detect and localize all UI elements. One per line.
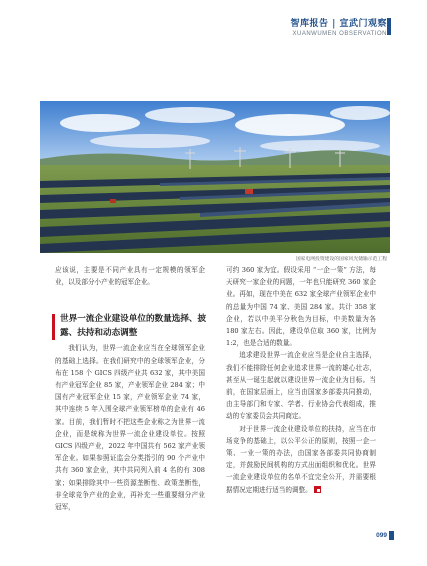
journal-subtitle: XUANWUMEN OBSERVATION xyxy=(292,31,387,37)
page-number-bar xyxy=(389,531,394,540)
photo-caption: 国家电网投资建设的国家风光储输示范工程 xyxy=(295,257,387,262)
right-paragraph-3 xyxy=(226,423,376,496)
right-paragraph-2: 追求建设世界一流企业应当是企业自主选择，我们不能排除任何企业追求世界一流的雄心壮志，甚至从一诞生起就以建设世界一流企业为目标。当前，在国家层面上，应当由国家多部委共同推动，由主导部门和专家、学者、行业协会代表组成，推动的专家委员会共同商定。 xyxy=(226,351,376,421)
section-heading-text: 世界一流企业建设单位的数量选择、披露、扶持和动态调整 xyxy=(60,314,207,338)
section-heading-bar xyxy=(52,314,55,340)
right-paragraph-3-text: 对于世界一流企业建设单位的扶持，应当在市场竞争的基础上，以公平公正的原则，按照一企一策、一业一策的办法，由国家各部委共同协商制定，并鼓励民间机构的方式出面组织和优化。世界一流企业建设单位的名单不宜完全公开，并需要根据情况定期进行适当的调整。 xyxy=(226,424,376,494)
left-column xyxy=(55,264,205,513)
section-heading xyxy=(52,312,210,340)
page-header xyxy=(290,16,387,37)
solar-farm-photo xyxy=(40,101,390,253)
end-of-article-icon xyxy=(314,486,321,493)
right-column xyxy=(226,264,376,496)
left-intro-paragraph: 应该说，主要是不同产业具有一定规模的领军企业，以及部分小产业的冠军企业。 xyxy=(55,266,205,287)
page-number: 099 xyxy=(376,532,387,539)
journal-title: 智库报告 | 宣武门观察 xyxy=(290,19,387,29)
left-paragraph-1: 我们认为，世界一流企业应当在全球领军企业的基础上选择。在我们研究中的全球领军企业，分布在 158 个 GICS 四级产业共 632 家，其中美国有产业冠军企业 85 家，产业领军企业 284 家；中国有产业冠军企业 15 家，产业领军企业 74 家，其中连续 5 年入围全球产业领军榜单的企业有 46 家。目前，我们暂时不把这些企业称之为世界一流企业，而是统称为世界一流企业建设单位。按照 GICS 四级产业，2022 年中国共有 562 家产业领军企业。如果参照证监会分类指引的 90 个产业中共有 360 家企业，其中共同列入前 4 名的有 308 家；如果排除其中一些资源垄断性、政策垄断性，非全球竞争产业的企业，再补充一些重要细分产业冠军， xyxy=(55,344,205,512)
header-accent-bar xyxy=(387,18,391,35)
right-paragraph-1: 可约 360 家为宜。假设采用 “一企一策” 方法，每天研究一家企业的问题，一年也只能研究 360 家企业。再如，现在中美在 632 家全球产业领军企业中的总量为中国 74 家、美国 284 家。共计 358 家企业，若以中美平分秋色为目标，中美数量为各 180 家左右。因此，建设单位取 360 家，比例为 1:2，也是合适的数量。 xyxy=(226,266,376,348)
